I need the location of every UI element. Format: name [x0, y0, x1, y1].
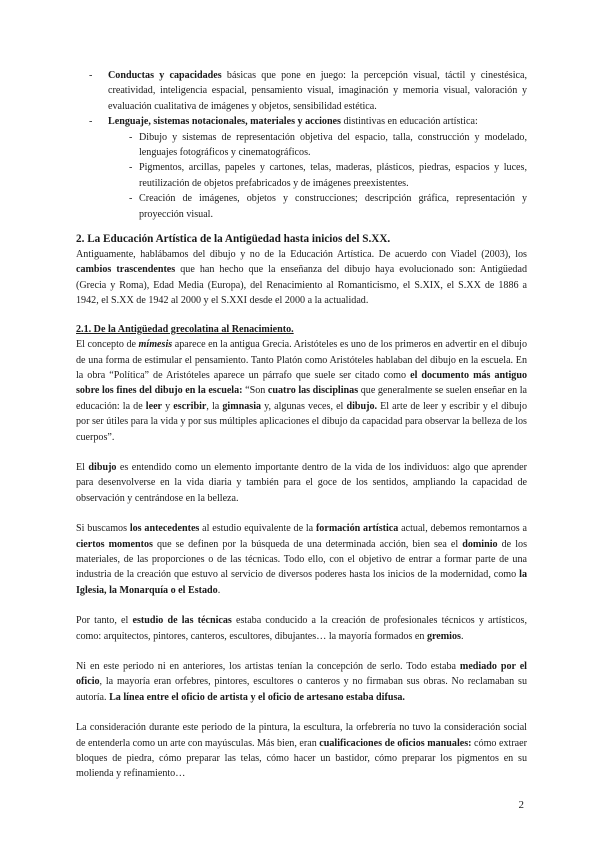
- section-2-1-heading: 2.1. De la Antigüedad grecolatina al Renacimiento.: [76, 323, 294, 335]
- bullet-dash: -: [89, 70, 93, 81]
- paragraph: Por tanto, el estudio de las técnicas estaba conducido a la creación de profesionales técnicos y artísticos, como: arquitectos, pintores, canteros, escultores, dibujantes… la mayoría formados en gremios.: [76, 615, 527, 642]
- bold-text: la Iglesia, la Monarquía o el Estado: [76, 569, 527, 596]
- bold-text: leer: [145, 400, 163, 412]
- bold-text: cuatro las disciplinas: [267, 385, 359, 397]
- sub-item-text: Dibujo y sistemas de representación objetiva del espacio, talla, construcción y modelado, lenguajes fotográficos y cinematográficos.: [139, 131, 527, 159]
- bold-text: dominio: [462, 538, 498, 550]
- section-2-heading: 2. La Educación Artística de la Antigüedad hasta inicios del S.XX.: [76, 233, 391, 246]
- paragraph: El concepto de mímesis aparece en la antigua Grecia. Aristóteles es uno de los primeros en advertir en el dibujo de una forma de estimular el pensamiento. Tanto Platón como Aristóteles hablaban del dibujo en la escuela. En la obra “Política” de Aristóteles aparece un párrafo que suele ser citado como el documento más antiguo sobre los fines del dibujo en la escuela: “Son cuatro las disciplinas que generalmente se suelen enseñar en la educación: la de leer y escribir, la gimnasia y, algunas veces, el dibujo. El arte de leer y escribir y el dibujo por ser útiles para la vida y por sus múltiples aplicaciones el dibujo da capacidad para observar la belleza de los cuerpos”.: [76, 339, 528, 443]
- bold-text: el documento más antiguo sobre los fines del dibujo en la escuela:: [76, 369, 527, 397]
- sub-item-text: Pigmentos, arcillas, papeles y cartones, telas, maderas, plásticos, piedras, espacios y luces, reutilización de objetos prefabricados y de imágenes preexistentes.: [139, 162, 527, 189]
- page-number: 2: [518, 799, 524, 811]
- sub-list-item: [76, 130, 527, 161]
- bullet-lead: Conductas y capacidades: [108, 70, 222, 81]
- paragraph: El dibujo es entendido como un elemento importante dentro de la vida de los individuos: algo que aprender para desenvolverse en la vida diaria y también para el goce de los sentidos, ampliando la capacidad de observación y centrándose en la belleza.: [76, 461, 527, 504]
- bold-text: ciertos momentos: [76, 538, 153, 550]
- bullet-dash: -: [89, 116, 93, 128]
- paragraph: Si buscamos los antecedentes al estudio equivalente de la formación artística actual, debemos remontarnos a ciertos momentos que se definen por la búsqueda de una determinada acción, bien sea el dominio de los materiales, de las proporciones o de las técnicas. Todo ello, con el objetivo de entrar a formar parte de una industria de la creación que estuvo al servicio de diversos poderes hasta los inicios de la modernidad, como la Iglesia, la Monarquía o el Estado.: [76, 523, 527, 596]
- bullet-list: [76, 68, 527, 222]
- bold-text: mediado por el oficio: [76, 661, 527, 688]
- bullet-text: distintivas en educación artística:: [340, 116, 478, 128]
- sub-list-item: [76, 191, 527, 222]
- bold-italic-text: mímesis: [138, 339, 173, 351]
- bullet-text: básicas que pone en juego: la percepción visual, táctil y cinestésica, creatividad, inteligencia espacial, pensamiento visual, imaginación y memoria visual, valoración y evaluación cualitativa de imágenes y objetos, sensibilidad estética.: [108, 70, 527, 112]
- bullet-dash: -: [129, 193, 133, 205]
- bold-text: gremios: [426, 630, 461, 642]
- bold-text: La línea entre el oficio de artista y el oficio de artesano estaba difusa.: [109, 691, 405, 703]
- paragraph: La consideración durante este periodo de la pintura, la escultura, la orfebrería no tuvo la consideración social de entenderla como un arte con mayúsculas. Más bien, eran cualificaciones de oficios manuales: cómo extraer bloques de piedra, cómo preparar las telas, cómo hacer un bastidor, cómo preparar los pigmentos en su molienda y refinamiento…: [76, 722, 528, 780]
- document-page: [76, 68, 527, 782]
- bold-text: dibujo: [88, 461, 117, 473]
- bold-text: dibujo.: [346, 400, 378, 412]
- bullet-lead: Lenguaje, sistemas notacionales, materiales y acciones: [108, 116, 341, 128]
- list-item: [76, 114, 527, 222]
- bullet-dash: -: [129, 131, 133, 143]
- sub-list: [108, 130, 527, 222]
- sub-list-item: [76, 160, 527, 191]
- bold-text: formación artística: [315, 523, 399, 535]
- sub-item-text: Creación de imágenes, objetos y construcciones; descripción gráfica, representación y proyección visual.: [139, 193, 527, 220]
- bold-text: cualificaciones de oficios manuales:: [319, 737, 472, 749]
- bold-text: cambios trascendentes: [76, 264, 176, 276]
- list-item: [76, 68, 527, 114]
- bold-text: los antecedentes: [129, 523, 200, 535]
- paragraph: Antiguamente, hablábamos del dibujo y no de la Educación Artística. De acuerdo con Viadel (2003), los cambios trascendentes que han hecho que la enseñanza del dibujo haya evolucionado son: Antigüedad (Grecia y Roma), Edad Media (Europa), del Renacimiento al Romanticismo, el S.XIX, el S.XX de 1886 a 1942, el S.XX de 1942 al 2000 y el S.XXI desde el 2000 a la actualidad.: [76, 249, 527, 307]
- paragraph: Ni en este periodo ni en anteriores, los artistas tenían la concepción de serlo. Todo estaba mediado por el oficio, la mayoría eran orfebres, pintores, escultores o canteros y no firmaban sus obras. No reclamaban su autoría. La línea entre el oficio de artista y el oficio de artesano estaba difusa.: [76, 661, 527, 703]
- bold-text: gimnasia: [222, 400, 262, 412]
- bold-text: escribir: [173, 400, 207, 412]
- bold-text: estudio de las técnicas: [132, 615, 232, 627]
- bullet-dash: -: [129, 162, 133, 174]
